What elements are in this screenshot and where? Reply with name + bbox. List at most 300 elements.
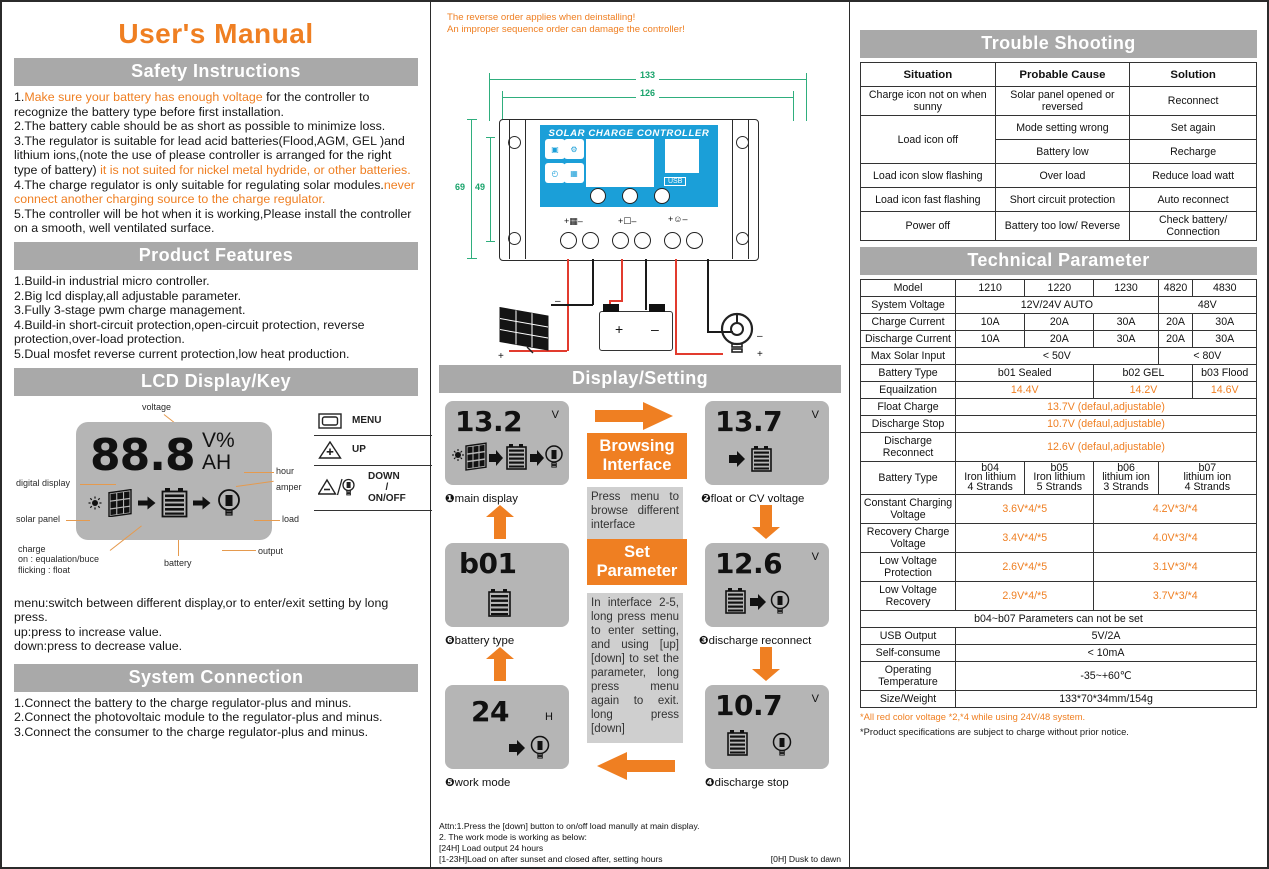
mount-hole bbox=[736, 232, 749, 245]
cell-cannot-set-note: b04~b07 Parameters can not be set bbox=[861, 611, 1257, 628]
attention-dusk-dawn: [0H] Dusk to dawn bbox=[770, 854, 841, 864]
safety-item-3: 3.The regulator is suitable for lead acid batteries(Flood,AGM, GEL )and lithium ions,(note the use of please controller is arranged for the right type of battery) it is not suited for nickel metal hydride, or other batteries. bbox=[14, 133, 411, 177]
caption-main-display: ❶main display bbox=[445, 493, 518, 505]
label-amper: amper bbox=[276, 481, 302, 492]
cell-recovery-charge: 3.4V*4/*5 bbox=[956, 524, 1094, 553]
dim-tick bbox=[502, 91, 503, 121]
mount-hole bbox=[508, 232, 521, 245]
cell-charge-current: 20A bbox=[1158, 314, 1193, 331]
battery-post-minus bbox=[649, 304, 665, 312]
screen-main-display bbox=[445, 401, 569, 485]
dim-tick bbox=[467, 119, 477, 120]
terminal-solar-plus bbox=[560, 232, 577, 249]
label-battery-type-2: Battery Type bbox=[861, 462, 956, 495]
screen-icons-stop bbox=[727, 729, 805, 763]
screen-icons-main bbox=[451, 441, 563, 479]
cell-discharge-current: 20A bbox=[1025, 331, 1094, 348]
key-down-label-line2: / bbox=[385, 481, 389, 493]
cell-low-voltage-recovery: 2.9V*4/*5 bbox=[956, 582, 1094, 611]
section-header-technical-parameter: Technical Parameter bbox=[860, 247, 1257, 275]
cell-model: 4830 bbox=[1193, 280, 1257, 297]
cell-constant-charging: 4.2V*3/*4 bbox=[1094, 495, 1257, 524]
screen-icons-workmode bbox=[509, 735, 563, 765]
cell-model: 1230 bbox=[1094, 280, 1158, 297]
leader-line bbox=[254, 520, 280, 521]
cell-self-consume: < 10mA bbox=[956, 645, 1257, 662]
th-situation: Situation bbox=[861, 63, 996, 87]
cell-solution: Recharge bbox=[1130, 140, 1257, 164]
cell-model: 4820 bbox=[1158, 280, 1193, 297]
key-down-onoff[interactable] bbox=[314, 466, 432, 511]
leader-line bbox=[80, 484, 116, 485]
battery-desc1: lithium ion bbox=[1183, 471, 1232, 484]
battery-desc2: 4 Strands bbox=[967, 480, 1013, 493]
table-row-usb-output bbox=[861, 628, 1257, 645]
battery-desc1: Iron lithium bbox=[964, 471, 1017, 484]
label-low-voltage-recovery: Low Voltage Recovery bbox=[861, 582, 956, 611]
battery-icon bbox=[161, 488, 188, 518]
product-features-list bbox=[14, 274, 418, 362]
caption-work-mode: ❺work mode bbox=[445, 777, 511, 789]
cell-discharge-current: 30A bbox=[1193, 331, 1257, 348]
cell-cause: Battery too low/ Reverse bbox=[995, 212, 1130, 241]
wire-batt-minus-v bbox=[645, 300, 647, 310]
solar-module-graphic bbox=[497, 307, 555, 355]
label-load: load bbox=[282, 513, 300, 524]
battery-desc2: 5 Strands bbox=[1036, 480, 1083, 493]
controller-faceplate bbox=[540, 125, 718, 207]
lcd-key-notes bbox=[14, 596, 418, 654]
table-row-discharge-current bbox=[861, 331, 1257, 348]
key-down-label-line1: DOWN bbox=[368, 470, 400, 482]
cell-cause: Short circuit protection bbox=[995, 188, 1130, 212]
caption-discharge-stop: ❹discharge stop bbox=[705, 777, 789, 789]
cell-situation: Load icon slow flashing bbox=[861, 164, 996, 188]
browsing-interface-title bbox=[587, 433, 687, 479]
cell-discharge-current: 20A bbox=[1158, 331, 1193, 348]
label-solar-panel: solar panel bbox=[16, 513, 61, 524]
battery-desc1: Iron lithium bbox=[1033, 471, 1086, 484]
dim-tick bbox=[467, 258, 477, 259]
table-row-max-solar bbox=[861, 348, 1257, 365]
body-rib bbox=[525, 119, 526, 259]
cell-situation: Load icon fast flashing bbox=[861, 188, 996, 212]
technical-parameter-table bbox=[860, 279, 1257, 708]
leader-line bbox=[244, 472, 274, 473]
wire-battery-minus bbox=[645, 259, 647, 301]
cell-cause: Solar panel opened or reversed bbox=[995, 87, 1130, 116]
screen-unit: V bbox=[551, 409, 559, 421]
cell-battery-type: b03 Flood bbox=[1193, 365, 1257, 382]
table-row-model bbox=[861, 280, 1257, 297]
leader-line bbox=[222, 550, 256, 551]
label-battery-type: Battery Type bbox=[861, 365, 956, 382]
cell-battery-type-li bbox=[1158, 462, 1256, 495]
label-voltage: voltage bbox=[142, 401, 172, 412]
cell-situation: Power off bbox=[861, 212, 996, 241]
cell-low-voltage-protection: 3.1V*3/*4 bbox=[1094, 553, 1257, 582]
body-rib bbox=[732, 119, 733, 259]
screen-work-mode bbox=[445, 685, 569, 769]
dim-label-49: 49 bbox=[475, 182, 486, 192]
terminal-solar-minus bbox=[582, 232, 599, 249]
down-onoff-key-icon bbox=[318, 477, 358, 497]
dim-line-49 bbox=[490, 137, 491, 242]
set-parameter-title bbox=[587, 539, 687, 585]
th-cause: Probable Cause bbox=[995, 63, 1130, 87]
safety-item-5: 5.The controller will be hot when it is working,Please install the controller on a smooth, well ventilated surface. bbox=[14, 206, 412, 236]
battery-desc2: 3 Strands bbox=[1103, 480, 1149, 493]
install-warning bbox=[447, 12, 841, 35]
arrow-left-flow-icon bbox=[595, 751, 675, 781]
cell-model: 1210 bbox=[956, 280, 1025, 297]
table-row-system-voltage bbox=[861, 297, 1257, 314]
cell-max-solar: < 80V bbox=[1158, 348, 1256, 365]
load-lamp-graphic bbox=[715, 311, 759, 359]
label-digital-display: digital display bbox=[16, 477, 71, 488]
set-parameter-text: In interface 2-5, long press menu to enter setting, and using [up] [down] to set the parameter, long press menu again to exit. long press [down] bbox=[587, 593, 683, 743]
table-row-recovery-charge bbox=[861, 524, 1257, 553]
section-header-features: Product Features bbox=[14, 242, 418, 270]
safety-item-1: 1.Make sure your battery has enough voltage for the controller to recognize the battery type before first installation. bbox=[14, 90, 370, 119]
label-max-solar-input: Max Solar Input bbox=[861, 348, 956, 365]
table-row bbox=[861, 188, 1257, 212]
battery-minus-sign: – bbox=[651, 321, 659, 337]
install-warning-line2: An improper sequence order can damage the controller! bbox=[447, 23, 685, 35]
leader-line bbox=[66, 520, 90, 521]
feature-item: 1.Build-in industrial micro controller. bbox=[14, 273, 210, 288]
attention-line: Attn:1.Press the [down] button to on/off load manully at main display. bbox=[439, 821, 700, 831]
mount-hole bbox=[508, 136, 521, 149]
cell-solution: Auto reconnect bbox=[1130, 188, 1257, 212]
cell-battery-type-li bbox=[1025, 462, 1094, 495]
screen-value: 13.2 bbox=[455, 405, 523, 438]
usb-label: USB bbox=[664, 177, 686, 186]
battery-post-plus bbox=[603, 304, 619, 312]
label-recovery-charge: Recovery Charge Voltage bbox=[861, 524, 956, 553]
caption-float-cv-voltage: ❷float or CV voltage bbox=[701, 493, 805, 505]
column-right bbox=[850, 2, 1267, 867]
sun-icon bbox=[88, 496, 102, 510]
dim-label-133: 133 bbox=[636, 70, 659, 80]
screen-value: b01 bbox=[459, 547, 517, 580]
screen-battery-type bbox=[445, 543, 569, 627]
table-row-constant-charging bbox=[861, 495, 1257, 524]
caption-discharge-reconnect: ❸discharge reconnect bbox=[699, 635, 812, 647]
lithium-battery-icon: ▣ bbox=[545, 139, 565, 159]
safety-instructions-list bbox=[14, 90, 418, 236]
key-menu[interactable] bbox=[314, 408, 432, 436]
label-system-voltage: System Voltage bbox=[861, 297, 956, 314]
cell-discharge-reconnect: 12.6V (defaul,adjustable) bbox=[956, 433, 1257, 462]
table-row-cannot-set bbox=[861, 611, 1257, 628]
cell-charge-current: 30A bbox=[1193, 314, 1257, 331]
label-size-weight: Size/Weight bbox=[861, 691, 956, 708]
wire-batt-plus-h bbox=[609, 300, 623, 302]
cell-system-voltage: 48V bbox=[1158, 297, 1256, 314]
wire-load-plus bbox=[675, 259, 677, 355]
solar-panel-icon bbox=[107, 489, 133, 517]
battery-code: b04 bbox=[981, 462, 999, 474]
feature-item: 3.Fully 3-stage pwm charge management. bbox=[14, 303, 246, 318]
label-charge bbox=[18, 544, 99, 576]
attention-line: 2. The work mode is working as below: bbox=[439, 832, 587, 842]
cell-max-solar: < 50V bbox=[956, 348, 1159, 365]
battery-desc2: 4 Strands bbox=[1184, 480, 1230, 493]
settable-voltage-icon: ⚙ bbox=[564, 139, 584, 159]
label-equalization: Equailzation bbox=[861, 382, 956, 399]
system-connection-list bbox=[14, 696, 418, 740]
label-charge-line3: flicking : float bbox=[18, 564, 71, 575]
cell-cause: Mode setting wrong bbox=[995, 116, 1130, 140]
feature-item: 2.Big lcd display,all adjustable parameter. bbox=[14, 288, 242, 303]
screen-unit: H bbox=[545, 711, 553, 723]
cell-battery-type-li bbox=[956, 462, 1025, 495]
table-row-operating-temperature bbox=[861, 662, 1257, 691]
up-button[interactable] bbox=[622, 188, 638, 204]
menu-key-icon bbox=[318, 413, 342, 429]
set-title-line2: Parameter bbox=[596, 562, 678, 580]
technical-note-1: *All red color voltage *2,*4 while using 24V/48 system. bbox=[860, 711, 1086, 723]
cell-low-voltage-recovery: 3.7V*3/*4 bbox=[1094, 582, 1257, 611]
page-title: User's Manual bbox=[118, 18, 314, 49]
arrow-up-flow-icon bbox=[485, 647, 515, 681]
table-header-row bbox=[861, 63, 1257, 87]
section-header-safety: Safety Instructions bbox=[14, 58, 418, 86]
section-header-system-connection: System Connection bbox=[14, 664, 418, 692]
lamp-minus-sign: – bbox=[757, 331, 763, 342]
technical-note-2: *Product specifications are subject to charge without prior notice. bbox=[860, 726, 1129, 738]
label-discharge-stop: Discharge Stop bbox=[861, 416, 956, 433]
dim-tick bbox=[486, 241, 495, 242]
cell-usb-output: 5V/2A bbox=[956, 628, 1257, 645]
label-float-charge: Float Charge bbox=[861, 399, 956, 416]
controller-brand: SOLAR CHARGE CONTROLLER bbox=[548, 128, 710, 139]
device-diagram bbox=[439, 35, 841, 365]
trouble-shooting-table bbox=[860, 62, 1257, 241]
table-row bbox=[861, 116, 1257, 140]
terminal-load-plus bbox=[664, 232, 681, 249]
table-row-discharge-stop bbox=[861, 416, 1257, 433]
screen-value: 24 bbox=[471, 695, 509, 728]
section-header-lcd: LCD Display/Key bbox=[14, 368, 418, 396]
arrow-right-icon bbox=[193, 496, 211, 510]
wire-solar-minus bbox=[592, 259, 594, 305]
label-charge-line2: on : equalation/buce bbox=[18, 554, 100, 564]
connection-item: 1.Connect the battery to the charge regulator-plus and minus. bbox=[14, 695, 352, 710]
cell-discharge-current: 30A bbox=[1094, 331, 1158, 348]
dim-tick bbox=[793, 91, 794, 121]
cell-operating-temperature: -35~+60℃ bbox=[956, 662, 1257, 691]
table-row-self-consume bbox=[861, 645, 1257, 662]
cell-charge-current: 30A bbox=[1094, 314, 1158, 331]
cell-battery-type-li bbox=[1094, 462, 1158, 495]
column-middle bbox=[430, 2, 850, 867]
label-charge-line1: charge bbox=[18, 543, 46, 554]
controller-lcd-screen bbox=[586, 139, 654, 187]
cell-equalization: 14.2V bbox=[1094, 382, 1193, 399]
wire-battery-plus bbox=[621, 259, 623, 301]
table-row bbox=[861, 87, 1257, 116]
arrow-right-flow-icon bbox=[595, 401, 675, 431]
dim-tick bbox=[489, 73, 490, 121]
cell-charge-current: 20A bbox=[1025, 314, 1094, 331]
label-charge-current: Charge Current bbox=[861, 314, 956, 331]
screen-icons-float bbox=[729, 445, 789, 477]
menu-button[interactable] bbox=[590, 188, 606, 204]
table-row-low-voltage-recovery bbox=[861, 582, 1257, 611]
battery-code: b05 bbox=[1050, 462, 1069, 474]
down-button[interactable] bbox=[654, 188, 670, 204]
screen-discharge-reconnect bbox=[705, 543, 829, 627]
key-down-label-line3: ON/OFF bbox=[368, 492, 406, 504]
dim-tick bbox=[486, 137, 495, 138]
terminal-battery-minus bbox=[634, 232, 651, 249]
screen-value: 12.6 bbox=[715, 547, 783, 580]
arrow-down-flow-icon bbox=[751, 505, 781, 539]
section-header-trouble-shooting: Trouble Shooting bbox=[860, 30, 1257, 58]
cell-situation: Load icon off bbox=[861, 116, 996, 164]
table-row-equalization bbox=[861, 382, 1257, 399]
battery-plus-sign: + bbox=[615, 321, 624, 337]
screen-unit: V bbox=[811, 409, 819, 421]
dim-line-69 bbox=[471, 119, 472, 259]
label-low-voltage-protection: Low Voltage Protection bbox=[861, 553, 956, 582]
mount-hole bbox=[736, 136, 749, 149]
cell-low-voltage-protection: 2.6V*4/*5 bbox=[956, 553, 1094, 582]
cell-solution: Check battery/ Connection bbox=[1130, 212, 1257, 241]
cell-discharge-current: 10A bbox=[956, 331, 1025, 348]
lcd-key-diagram bbox=[14, 400, 418, 590]
battery-code: b07 bbox=[1198, 462, 1217, 474]
solar-terminal-label: +▦– bbox=[564, 216, 583, 226]
cell-recovery-charge: 4.0V*3/*4 bbox=[1094, 524, 1257, 553]
table-row-battery-type-lithium bbox=[861, 462, 1257, 495]
table-row-size-weight bbox=[861, 691, 1257, 708]
lcd-flow-icons bbox=[88, 488, 242, 518]
label-hour: hour bbox=[276, 465, 295, 476]
solar-plus-sign: + bbox=[498, 351, 504, 362]
cell-discharge-stop: 10.7V (defaul,adjustable) bbox=[956, 416, 1257, 433]
cell-cause: Over load bbox=[995, 164, 1130, 188]
label-model: Model bbox=[861, 280, 956, 297]
cell-charge-current: 10A bbox=[956, 314, 1025, 331]
lcd-note: menu:switch between different display,or to enter/exit setting by long press. bbox=[14, 595, 389, 625]
cell-equalization: 14.6V bbox=[1193, 382, 1257, 399]
key-legend bbox=[314, 408, 432, 511]
dim-tick bbox=[806, 73, 807, 121]
screen-discharge-stop bbox=[705, 685, 829, 769]
screen-value: 10.7 bbox=[715, 689, 783, 722]
label-constant-charging: Constant Charging Voltage bbox=[861, 495, 956, 524]
label-self-consume: Self-consume bbox=[861, 645, 956, 662]
attention-line: [1-23H]Load on after sunset and closed after, setting hours bbox=[439, 854, 663, 864]
battery-graphic bbox=[599, 311, 673, 351]
screen-unit: V bbox=[811, 551, 819, 563]
table-row bbox=[861, 212, 1257, 241]
lcd-units bbox=[202, 430, 235, 474]
connection-item: 3.Connect the consumer to the charge regulator-plus and minus. bbox=[14, 725, 369, 740]
key-up-label: UP bbox=[352, 444, 366, 455]
cell-battery-type: b01 Sealed bbox=[956, 365, 1094, 382]
cell-situation: Charge icon not on when sunny bbox=[861, 87, 996, 116]
cell-cause: Battery low bbox=[995, 140, 1130, 164]
browsing-interface-text: Press menu to browse different interface bbox=[587, 487, 683, 539]
usb-port-area bbox=[665, 139, 699, 173]
label-discharge-current: Discharge Current bbox=[861, 331, 956, 348]
attention-line: [24H] Load output 24 hours bbox=[439, 843, 544, 853]
attention-notes bbox=[439, 821, 841, 865]
battery-desc1: lithium ion bbox=[1102, 471, 1150, 484]
label-discharge-reconnect: Discharge Reconnect bbox=[861, 433, 956, 462]
terminal-load-minus bbox=[686, 232, 703, 249]
leader-line bbox=[178, 540, 179, 556]
load-terminal-label: +☺– bbox=[668, 214, 688, 224]
key-down-onoff-label bbox=[368, 471, 406, 504]
screen-icons-reconnect bbox=[725, 587, 805, 621]
controller-body bbox=[499, 119, 759, 261]
load-bulb-icon bbox=[216, 488, 242, 518]
screen-value: 13.7 bbox=[715, 405, 783, 438]
cell-model: 1220 bbox=[1025, 280, 1094, 297]
lcd-note: up:press to increase value. bbox=[14, 624, 163, 639]
caption-battery-type: ❻battery type bbox=[445, 635, 515, 647]
cell-solution: Reconnect bbox=[1130, 87, 1257, 116]
feature-item: 5.Dual mosfet reverse current protection,low heat production. bbox=[14, 346, 350, 361]
key-up[interactable] bbox=[314, 436, 432, 466]
section-header-display-setting: Display/Setting bbox=[439, 365, 841, 393]
column-left bbox=[2, 2, 430, 867]
key-menu-label: MENU bbox=[352, 415, 382, 426]
wire-load-minus bbox=[707, 259, 709, 331]
label-operating-temperature: Operating Temperature bbox=[861, 662, 956, 691]
cell-battery-type: b02 GEL bbox=[1094, 365, 1193, 382]
mcu-control-icon: ▦ bbox=[564, 163, 584, 183]
buildin-timer-icon: ◴ bbox=[545, 163, 565, 183]
screen-unit: V bbox=[811, 693, 819, 705]
terminal-battery-plus bbox=[612, 232, 629, 249]
display-setting-flow bbox=[439, 397, 841, 817]
cell-size-weight: 133*70*34mm/154g bbox=[956, 691, 1257, 708]
lcd-digits: 88.8 bbox=[90, 429, 195, 481]
up-key-icon bbox=[318, 441, 342, 459]
dim-label-126: 126 bbox=[636, 88, 659, 98]
cell-equalization: 14.4V bbox=[956, 382, 1094, 399]
table-row-battery-type-lead bbox=[861, 365, 1257, 382]
table-row-charge-current bbox=[861, 314, 1257, 331]
lcd-panel bbox=[76, 422, 272, 540]
battery-code: b06 bbox=[1117, 462, 1135, 474]
table-row-float-charge bbox=[861, 399, 1257, 416]
cell-solution: Set again bbox=[1130, 116, 1257, 140]
battery-icon bbox=[487, 589, 513, 619]
lcd-unit-amp-hour: AH bbox=[202, 450, 232, 474]
table-row bbox=[861, 164, 1257, 188]
lcd-note: down:press to decrease value. bbox=[14, 639, 183, 654]
lamp-plus-sign: + bbox=[757, 349, 763, 360]
dim-label-69: 69 bbox=[455, 182, 466, 192]
battery-terminal-label: +☐– bbox=[618, 216, 637, 226]
table-row-discharge-reconnect bbox=[861, 433, 1257, 462]
cell-system-voltage: 12V/24V AUTO bbox=[956, 297, 1159, 314]
table-row-low-voltage-protection bbox=[861, 553, 1257, 582]
cell-solution: Reduce load watt bbox=[1130, 164, 1257, 188]
label-battery: battery bbox=[164, 557, 192, 568]
label-output: output bbox=[258, 545, 284, 556]
arrow-right-icon bbox=[138, 496, 156, 510]
browsing-title-line2: Interface bbox=[602, 456, 672, 474]
arrow-up-flow-icon bbox=[485, 505, 515, 539]
